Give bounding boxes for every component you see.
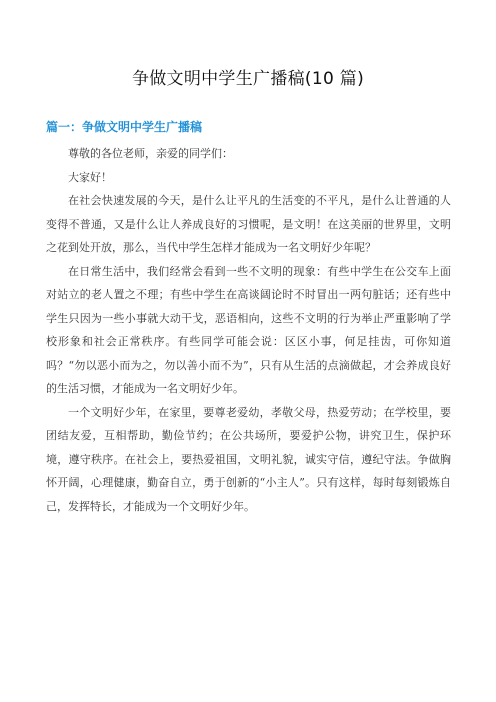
document-body (46, 142, 451, 518)
body-paragraph: 在社会快速发展的今天，是什么让平凡的生活变的不平凡，是什么让普通的人变得不普通，又是什么让人养成良好的习惯呢，是文明！在这美丽的世界里，文明之花到处开放，那么，当代中学生怎样才能成为一名文明好少年呢？ (46, 194, 451, 254)
salutation-paragraph: 尊敬的各位老师，亲爱的同学们： (68, 147, 233, 160)
body-paragraph: 一个文明好少年，在家里，要尊老爱幼，孝敬父母，热爱劳动；在学校里，要团结友爱，互相帮助，勤俭节约；在公共场所，要爱护公物，讲究卫生，保护环境，遵守秩序。在社会上，要热爱祖国，文明礼貌，诚实守信，遵纪守法。争做胸怀开阔，心理健康，勤奋自立，勇于创新的“小主人”。只有这样，每时每刻锻炼自己，发挥特长，才能成为一个文明好少年。 (46, 405, 451, 513)
body-paragraph: 在日常生活中，我们经常会看到一些不文明的现象：有些中学生在公交车上面对站立的老人置之不理；有些中学生在高谈阔论时不时冒出一两句脏话；还有些中学生只因为一些小事就大动干戈，恶语相向，这些不文明的行为举止严重影响了学校形象和社会正常秩序。有些同学可能会说：区区小事，何足挂齿，可你知道吗？“勿以恶小而为之，勿以善小而不为”，只有从生活的点滴做起，才会养成良好的生活习惯，才能成为一名文明好少年。 (46, 264, 451, 395)
document-title: 争做文明中学生广播稿(10 篇) (131, 69, 365, 89)
section-heading: 篇一：争做文明中学生广播稿 (46, 120, 203, 134)
greeting-paragraph: 大家好！ (68, 170, 112, 184)
